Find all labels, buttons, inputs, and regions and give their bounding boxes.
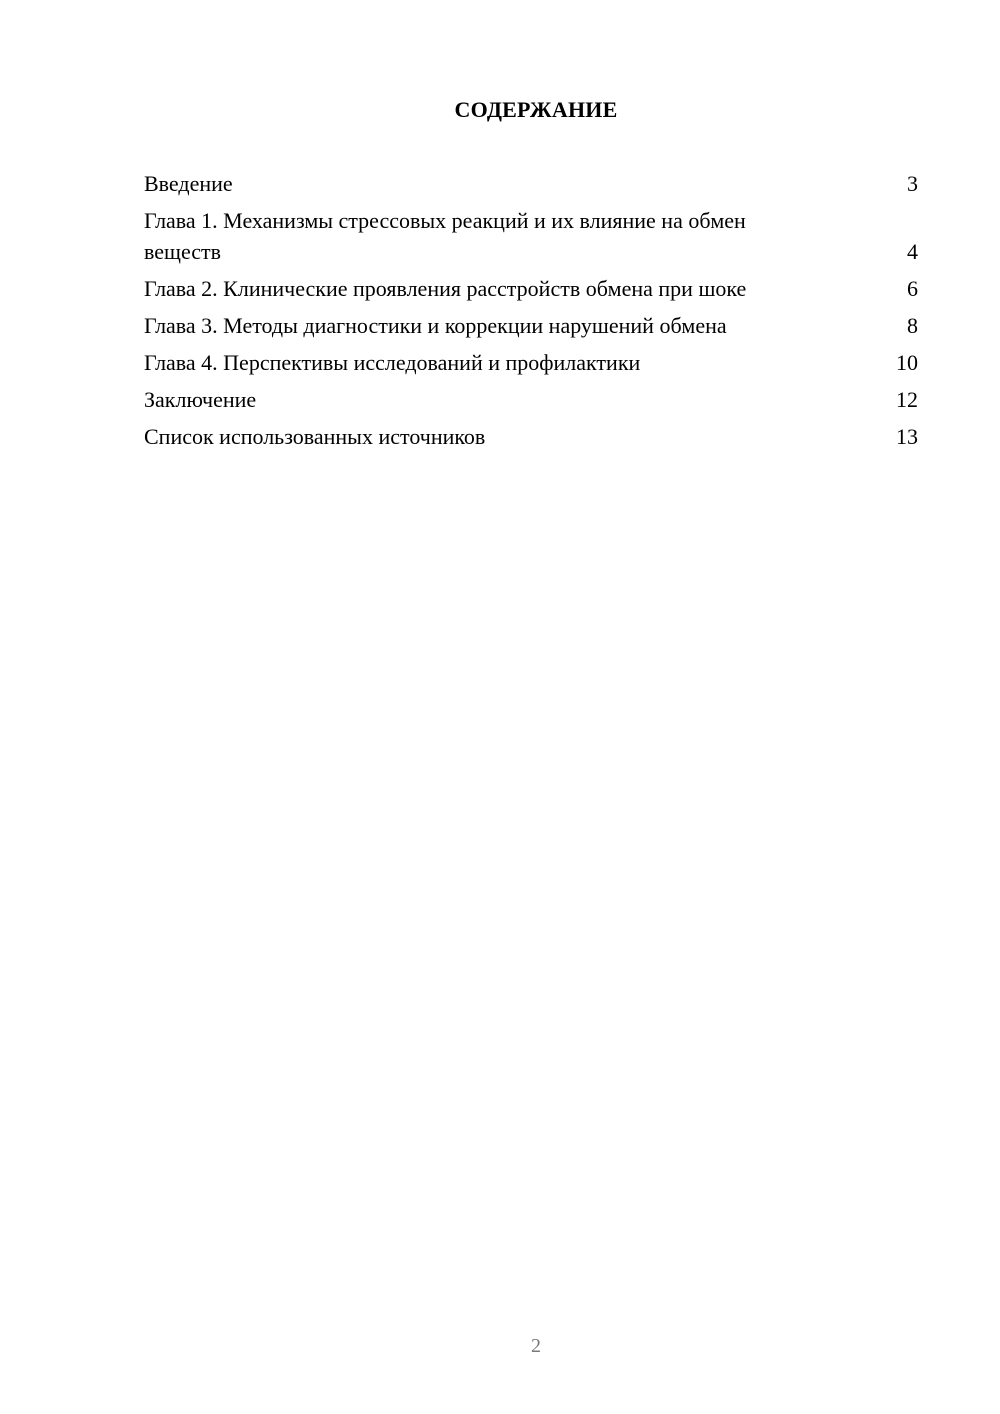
toc-entry-references: [144, 421, 918, 452]
toc-entry-page-number: 13: [896, 424, 918, 449]
toc-entry-page-number: 4: [907, 239, 918, 264]
toc-entry-label: Введение: [144, 171, 233, 196]
toc-entry-chapter-4: [144, 347, 918, 378]
toc-entry-chapter-1: [144, 205, 918, 267]
toc-entry-label: Глава 2. Клинические проявления расстройств обмена при шоке: [144, 276, 747, 301]
toc-entry-page-number: 8: [907, 313, 918, 338]
page-number: 2: [531, 1335, 541, 1357]
toc-entry-label: Глава 1. Механизмы стрессовых реакций и их влияние на обмен веществ: [144, 208, 746, 264]
toc-entry-label: Список использованных источников: [144, 424, 486, 449]
page-title: СОДЕРЖАНИЕ: [454, 97, 618, 122]
table-of-contents: [144, 168, 918, 458]
toc-entry-conclusion: [144, 384, 918, 415]
toc-entry-page-number: 6: [907, 276, 918, 301]
toc-entry-introduction: [144, 168, 918, 199]
toc-entry-chapter-2: [144, 273, 918, 304]
toc-entry-label: Глава 4. Перспективы исследований и профилактики: [144, 350, 641, 375]
toc-entry-label: Заключение: [144, 387, 257, 412]
toc-entry-page-number: 3: [907, 171, 918, 196]
toc-entry-chapter-3: [144, 310, 918, 341]
toc-entry-page-number: 10: [896, 350, 918, 375]
toc-entry-page-number: 12: [896, 387, 918, 412]
toc-entry-label: Глава 3. Методы диагностики и коррекции нарушений обмена: [144, 313, 727, 338]
